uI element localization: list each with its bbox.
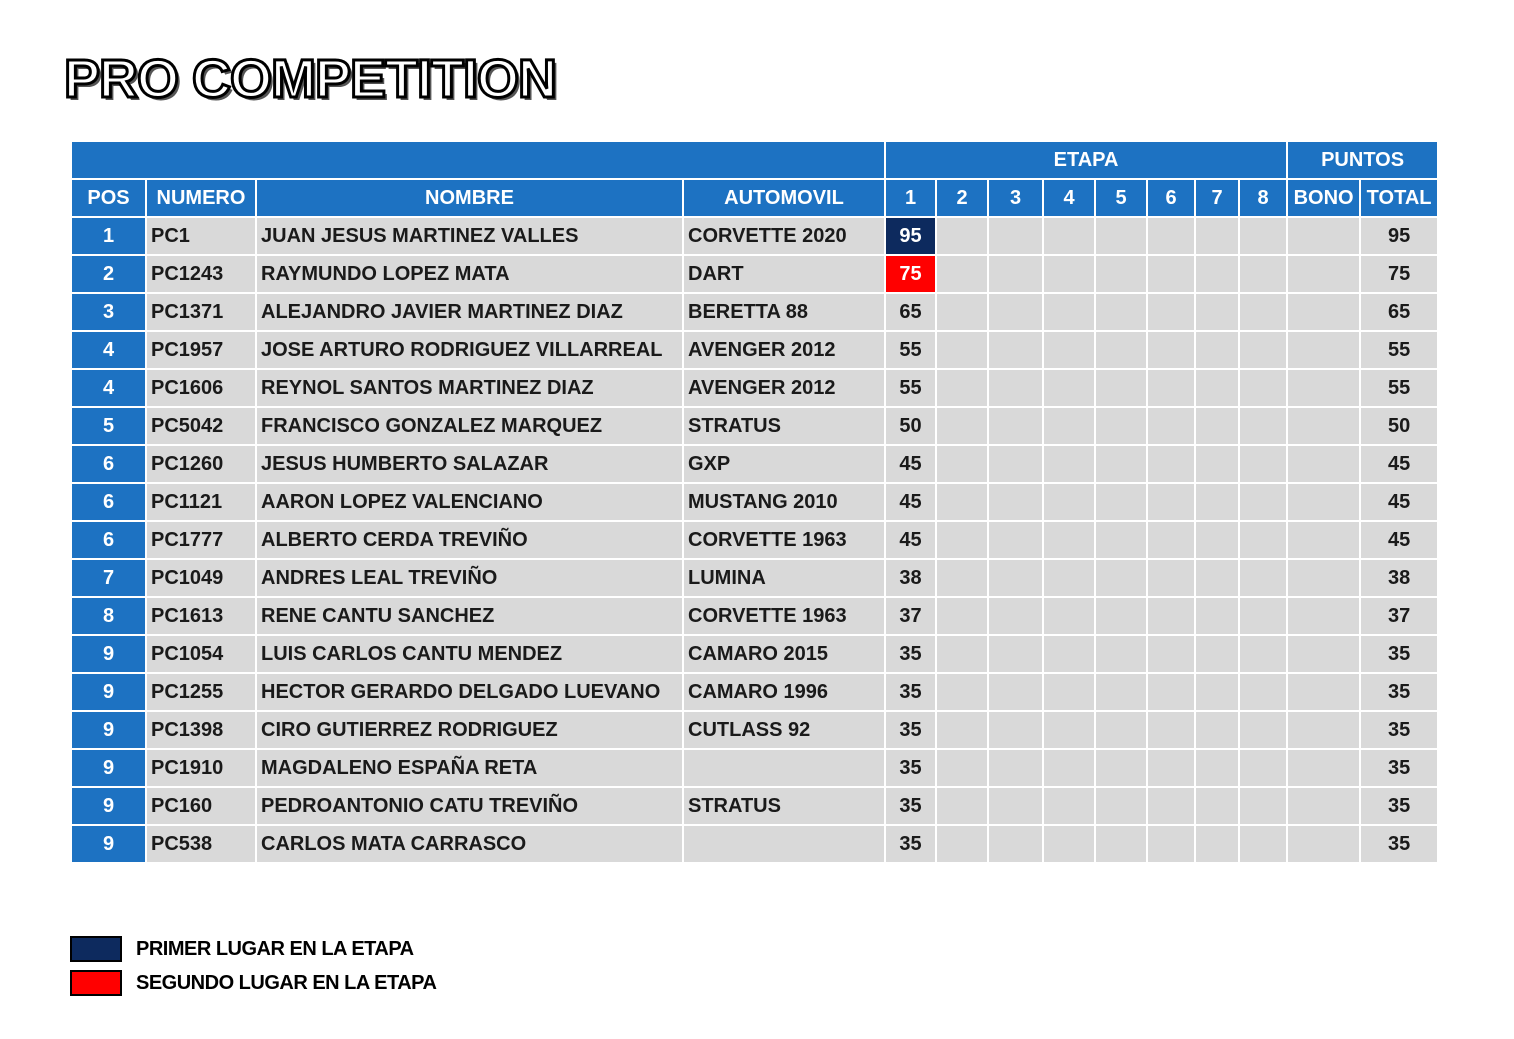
stage-5-cell (1095, 559, 1147, 597)
stage-7-cell (1195, 711, 1239, 749)
total-cell: 35 (1360, 711, 1438, 749)
stage-6-cell (1147, 521, 1195, 559)
stage-2-cell (936, 331, 988, 369)
total-cell: 75 (1360, 255, 1438, 293)
stage-4-cell (1043, 749, 1095, 787)
stage-7-cell (1195, 635, 1239, 673)
stage-6-cell (1147, 369, 1195, 407)
stage-2-cell (936, 445, 988, 483)
table-row (71, 559, 1438, 597)
numero-cell: PC1957 (146, 331, 256, 369)
stage-6-cell (1147, 483, 1195, 521)
stage-8-cell (1239, 749, 1287, 787)
stage-5-cell (1095, 825, 1147, 863)
pos-cell: 4 (71, 331, 146, 369)
pos-cell: 5 (71, 407, 146, 445)
nombre-cell: LUIS CARLOS CANTU MENDEZ (256, 635, 683, 673)
stage-2-cell (936, 635, 988, 673)
table-row (71, 673, 1438, 711)
numero-cell: PC5042 (146, 407, 256, 445)
stage-2-cell (936, 369, 988, 407)
stage-5-cell (1095, 787, 1147, 825)
stage-8-cell (1239, 597, 1287, 635)
pos-cell: 9 (71, 673, 146, 711)
pos-cell: 1 (71, 217, 146, 255)
automovil-cell: BERETTA 88 (683, 293, 885, 331)
etapa-group-header: ETAPA (885, 141, 1287, 179)
stage-6-header: 6 (1147, 179, 1195, 217)
stage-8-cell (1239, 407, 1287, 445)
stage-7-cell (1195, 825, 1239, 863)
bono-cell (1287, 749, 1360, 787)
stage-4-cell (1043, 597, 1095, 635)
nombre-cell: CIRO GUTIERREZ RODRIGUEZ (256, 711, 683, 749)
stage-8-cell (1239, 521, 1287, 559)
automovil-cell: CORVETTE 1963 (683, 597, 885, 635)
stage-3-cell (988, 597, 1043, 635)
stage-1-cell: 35 (885, 673, 936, 711)
stage-7-cell (1195, 445, 1239, 483)
stage-2-cell (936, 521, 988, 559)
table-row (71, 331, 1438, 369)
standings-table (70, 140, 1439, 864)
pos-cell: 9 (71, 749, 146, 787)
stage-1-cell: 45 (885, 445, 936, 483)
stage-8-cell (1239, 559, 1287, 597)
stage-7-cell (1195, 255, 1239, 293)
stage-1-cell: 38 (885, 559, 936, 597)
stage-2-header: 2 (936, 179, 988, 217)
automovil-cell (683, 749, 885, 787)
bono-cell (1287, 483, 1360, 521)
bono-cell (1287, 673, 1360, 711)
total-cell: 55 (1360, 369, 1438, 407)
automovil-header: AUTOMOVIL (683, 179, 885, 217)
nombre-cell: HECTOR GERARDO DELGADO LUEVANO (256, 673, 683, 711)
stage-2-cell (936, 559, 988, 597)
table-row (71, 521, 1438, 559)
stage-8-cell (1239, 825, 1287, 863)
numero-header: NUMERO (146, 179, 256, 217)
bono-cell (1287, 787, 1360, 825)
stage-3-cell (988, 255, 1043, 293)
numero-cell: PC1606 (146, 369, 256, 407)
table-row (71, 407, 1438, 445)
stage-3-cell (988, 331, 1043, 369)
nombre-cell: RAYMUNDO LOPEZ MATA (256, 255, 683, 293)
stage-8-cell (1239, 787, 1287, 825)
stage-1-cell: 75 (885, 255, 936, 293)
stage-3-cell (988, 635, 1043, 673)
nombre-cell: ANDRES LEAL TREVIÑO (256, 559, 683, 597)
stage-7-cell (1195, 407, 1239, 445)
pos-header: POS (71, 179, 146, 217)
stage-6-cell (1147, 711, 1195, 749)
automovil-cell: CORVETTE 2020 (683, 217, 885, 255)
bono-cell (1287, 407, 1360, 445)
numero-cell: PC1371 (146, 293, 256, 331)
table-row (71, 445, 1438, 483)
stage-7-cell (1195, 483, 1239, 521)
stage-2-cell (936, 597, 988, 635)
stage-3-cell (988, 559, 1043, 597)
stage-1-cell: 35 (885, 787, 936, 825)
pos-cell: 7 (71, 559, 146, 597)
stage-6-cell (1147, 293, 1195, 331)
total-cell: 38 (1360, 559, 1438, 597)
table-row (71, 597, 1438, 635)
table-row (71, 293, 1438, 331)
pos-cell: 2 (71, 255, 146, 293)
stage-4-cell (1043, 255, 1095, 293)
table-row (71, 369, 1438, 407)
stage-5-cell (1095, 369, 1147, 407)
table-row (71, 787, 1438, 825)
total-cell: 35 (1360, 825, 1438, 863)
numero-cell: PC538 (146, 825, 256, 863)
stage-2-cell (936, 255, 988, 293)
numero-cell: PC1255 (146, 673, 256, 711)
stage-4-header: 4 (1043, 179, 1095, 217)
bono-cell (1287, 369, 1360, 407)
automovil-cell: DART (683, 255, 885, 293)
stage-2-cell (936, 673, 988, 711)
stage-1-cell: 50 (885, 407, 936, 445)
nombre-cell: PEDROANTONIO CATU TREVIÑO (256, 787, 683, 825)
pos-cell: 9 (71, 635, 146, 673)
table-row (71, 483, 1438, 521)
automovil-cell: LUMINA (683, 559, 885, 597)
nombre-cell: CARLOS MATA CARRASCO (256, 825, 683, 863)
stage-1-cell: 35 (885, 635, 936, 673)
stage-3-cell (988, 293, 1043, 331)
standings-body (71, 217, 1438, 863)
stage-4-cell (1043, 293, 1095, 331)
nombre-cell: AARON LOPEZ VALENCIANO (256, 483, 683, 521)
total-cell: 65 (1360, 293, 1438, 331)
numero-cell: PC160 (146, 787, 256, 825)
stage-2-cell (936, 407, 988, 445)
stage-6-cell (1147, 407, 1195, 445)
stage-4-cell (1043, 787, 1095, 825)
nombre-cell: FRANCISCO GONZALEZ MARQUEZ (256, 407, 683, 445)
stage-8-cell (1239, 711, 1287, 749)
table-row (71, 825, 1438, 863)
total-cell: 55 (1360, 331, 1438, 369)
stage-3-cell (988, 749, 1043, 787)
stage-2-cell (936, 787, 988, 825)
automovil-cell: CUTLASS 92 (683, 711, 885, 749)
table-row (71, 635, 1438, 673)
stage-3-cell (988, 445, 1043, 483)
stage-1-cell: 35 (885, 749, 936, 787)
total-cell: 35 (1360, 749, 1438, 787)
stage-3-cell (988, 369, 1043, 407)
pos-cell: 9 (71, 711, 146, 749)
pos-cell: 9 (71, 787, 146, 825)
stage-5-cell (1095, 521, 1147, 559)
stage-1-cell: 45 (885, 483, 936, 521)
stage-5-cell (1095, 483, 1147, 521)
nombre-cell: MAGDALENO ESPAÑA RETA (256, 749, 683, 787)
nombre-cell: ALEJANDRO JAVIER MARTINEZ DIAZ (256, 293, 683, 331)
stage-7-cell (1195, 673, 1239, 711)
stage-8-cell (1239, 369, 1287, 407)
stage-7-cell (1195, 597, 1239, 635)
stage-6-cell (1147, 559, 1195, 597)
stage-5-cell (1095, 255, 1147, 293)
stage-3-cell (988, 217, 1043, 255)
bono-cell (1287, 331, 1360, 369)
stage-5-cell (1095, 293, 1147, 331)
stage-6-cell (1147, 787, 1195, 825)
page-title: PRO COMPETITION (64, 49, 557, 109)
nombre-cell: ALBERTO CERDA TREVIÑO (256, 521, 683, 559)
numero-cell: PC1910 (146, 749, 256, 787)
pos-cell: 9 (71, 825, 146, 863)
stage-1-cell: 37 (885, 597, 936, 635)
stage-6-cell (1147, 749, 1195, 787)
stage-7-header: 7 (1195, 179, 1239, 217)
numero-cell: PC1049 (146, 559, 256, 597)
stage-1-cell: 35 (885, 825, 936, 863)
stage-2-cell (936, 483, 988, 521)
first-place-swatch (70, 936, 122, 962)
numero-cell: PC1260 (146, 445, 256, 483)
pos-cell: 3 (71, 293, 146, 331)
stage-3-cell (988, 711, 1043, 749)
automovil-cell: STRATUS (683, 787, 885, 825)
stage-5-cell (1095, 673, 1147, 711)
nombre-cell: JESUS HUMBERTO SALAZAR (256, 445, 683, 483)
bono-cell (1287, 445, 1360, 483)
stage-5-cell (1095, 331, 1147, 369)
stage-8-header: 8 (1239, 179, 1287, 217)
stage-3-cell (988, 825, 1043, 863)
stage-7-cell (1195, 521, 1239, 559)
nombre-cell: REYNOL SANTOS MARTINEZ DIAZ (256, 369, 683, 407)
stage-5-cell (1095, 749, 1147, 787)
automovil-cell: AVENGER 2012 (683, 331, 885, 369)
numero-cell: PC1054 (146, 635, 256, 673)
nombre-cell: JUAN JESUS MARTINEZ VALLES (256, 217, 683, 255)
total-cell: 35 (1360, 635, 1438, 673)
stage-3-cell (988, 673, 1043, 711)
automovil-cell: CAMARO 1996 (683, 673, 885, 711)
column-header-row (71, 179, 1438, 217)
stage-8-cell (1239, 445, 1287, 483)
pos-cell: 6 (71, 445, 146, 483)
total-cell: 95 (1360, 217, 1438, 255)
stage-3-cell (988, 787, 1043, 825)
stage-4-cell (1043, 825, 1095, 863)
total-cell: 45 (1360, 445, 1438, 483)
total-cell: 45 (1360, 483, 1438, 521)
stage-5-cell (1095, 407, 1147, 445)
stage-6-cell (1147, 331, 1195, 369)
stage-4-cell (1043, 369, 1095, 407)
second-place-label: SEGUNDO LUGAR EN LA ETAPA (136, 972, 437, 994)
stage-7-cell (1195, 293, 1239, 331)
stage-5-cell (1095, 711, 1147, 749)
numero-cell: PC1398 (146, 711, 256, 749)
stage-5-cell (1095, 635, 1147, 673)
group-header-row (71, 141, 1438, 179)
stage-8-cell (1239, 331, 1287, 369)
pos-cell: 6 (71, 521, 146, 559)
bono-cell (1287, 635, 1360, 673)
table-row (71, 711, 1438, 749)
bono-cell (1287, 521, 1360, 559)
stage-4-cell (1043, 673, 1095, 711)
stage-2-cell (936, 217, 988, 255)
stage-1-header: 1 (885, 179, 936, 217)
stage-4-cell (1043, 331, 1095, 369)
bono-cell (1287, 255, 1360, 293)
numero-cell: PC1121 (146, 483, 256, 521)
stage-8-cell (1239, 483, 1287, 521)
stage-4-cell (1043, 521, 1095, 559)
stage-3-cell (988, 407, 1043, 445)
stage-2-cell (936, 749, 988, 787)
nombre-header: NOMBRE (256, 179, 683, 217)
stage-6-cell (1147, 445, 1195, 483)
bono-cell (1287, 559, 1360, 597)
numero-cell: PC1243 (146, 255, 256, 293)
total-cell: 35 (1360, 787, 1438, 825)
stage-4-cell (1043, 445, 1095, 483)
automovil-cell (683, 825, 885, 863)
second-place-swatch (70, 970, 122, 996)
stage-8-cell (1239, 673, 1287, 711)
stage-6-cell (1147, 673, 1195, 711)
stage-7-cell (1195, 331, 1239, 369)
total-cell: 35 (1360, 673, 1438, 711)
stage-7-cell (1195, 369, 1239, 407)
stage-7-cell (1195, 787, 1239, 825)
pos-cell: 6 (71, 483, 146, 521)
blank-group-header (71, 141, 885, 179)
stage-6-cell (1147, 255, 1195, 293)
automovil-cell: CORVETTE 1963 (683, 521, 885, 559)
stage-4-cell (1043, 407, 1095, 445)
stage-6-cell (1147, 635, 1195, 673)
bono-cell (1287, 217, 1360, 255)
stage-2-cell (936, 293, 988, 331)
stage-4-cell (1043, 559, 1095, 597)
bono-cell (1287, 825, 1360, 863)
bono-header: BONO (1287, 179, 1360, 217)
stage-4-cell (1043, 711, 1095, 749)
stage-8-cell (1239, 635, 1287, 673)
stage-1-cell: 65 (885, 293, 936, 331)
total-cell: 45 (1360, 521, 1438, 559)
bono-cell (1287, 293, 1360, 331)
stage-3-cell (988, 521, 1043, 559)
stage-6-cell (1147, 217, 1195, 255)
stage-3-header: 3 (988, 179, 1043, 217)
bono-cell (1287, 597, 1360, 635)
numero-cell: PC1613 (146, 597, 256, 635)
total-cell: 50 (1360, 407, 1438, 445)
total-header: TOTAL (1360, 179, 1438, 217)
stage-2-cell (936, 711, 988, 749)
stage-5-header: 5 (1095, 179, 1147, 217)
stage-4-cell (1043, 635, 1095, 673)
stage-2-cell (936, 825, 988, 863)
table-row (71, 217, 1438, 255)
automovil-cell: CAMARO 2015 (683, 635, 885, 673)
automovil-cell: GXP (683, 445, 885, 483)
pos-cell: 4 (71, 369, 146, 407)
stage-3-cell (988, 483, 1043, 521)
automovil-cell: AVENGER 2012 (683, 369, 885, 407)
nombre-cell: JOSE ARTURO RODRIGUEZ VILLARREAL (256, 331, 683, 369)
pos-cell: 8 (71, 597, 146, 635)
stage-5-cell (1095, 445, 1147, 483)
total-cell: 37 (1360, 597, 1438, 635)
stage-7-cell (1195, 217, 1239, 255)
automovil-cell: MUSTANG 2010 (683, 483, 885, 521)
nombre-cell: RENE CANTU SANCHEZ (256, 597, 683, 635)
stage-1-cell: 95 (885, 217, 936, 255)
puntos-group-header: PUNTOS (1287, 141, 1438, 179)
numero-cell: PC1 (146, 217, 256, 255)
stage-1-cell: 55 (885, 331, 936, 369)
stage-8-cell (1239, 293, 1287, 331)
stage-4-cell (1043, 217, 1095, 255)
stage-7-cell (1195, 559, 1239, 597)
numero-cell: PC1777 (146, 521, 256, 559)
table-row (71, 749, 1438, 787)
stage-8-cell (1239, 255, 1287, 293)
stage-5-cell (1095, 217, 1147, 255)
stage-6-cell (1147, 825, 1195, 863)
table-row (71, 255, 1438, 293)
stage-1-cell: 55 (885, 369, 936, 407)
stage-1-cell: 45 (885, 521, 936, 559)
automovil-cell: STRATUS (683, 407, 885, 445)
stage-6-cell (1147, 597, 1195, 635)
first-place-label: PRIMER LUGAR EN LA ETAPA (136, 938, 414, 960)
stage-8-cell (1239, 217, 1287, 255)
stage-1-cell: 35 (885, 711, 936, 749)
stage-5-cell (1095, 597, 1147, 635)
stage-7-cell (1195, 749, 1239, 787)
stage-4-cell (1043, 483, 1095, 521)
bono-cell (1287, 711, 1360, 749)
